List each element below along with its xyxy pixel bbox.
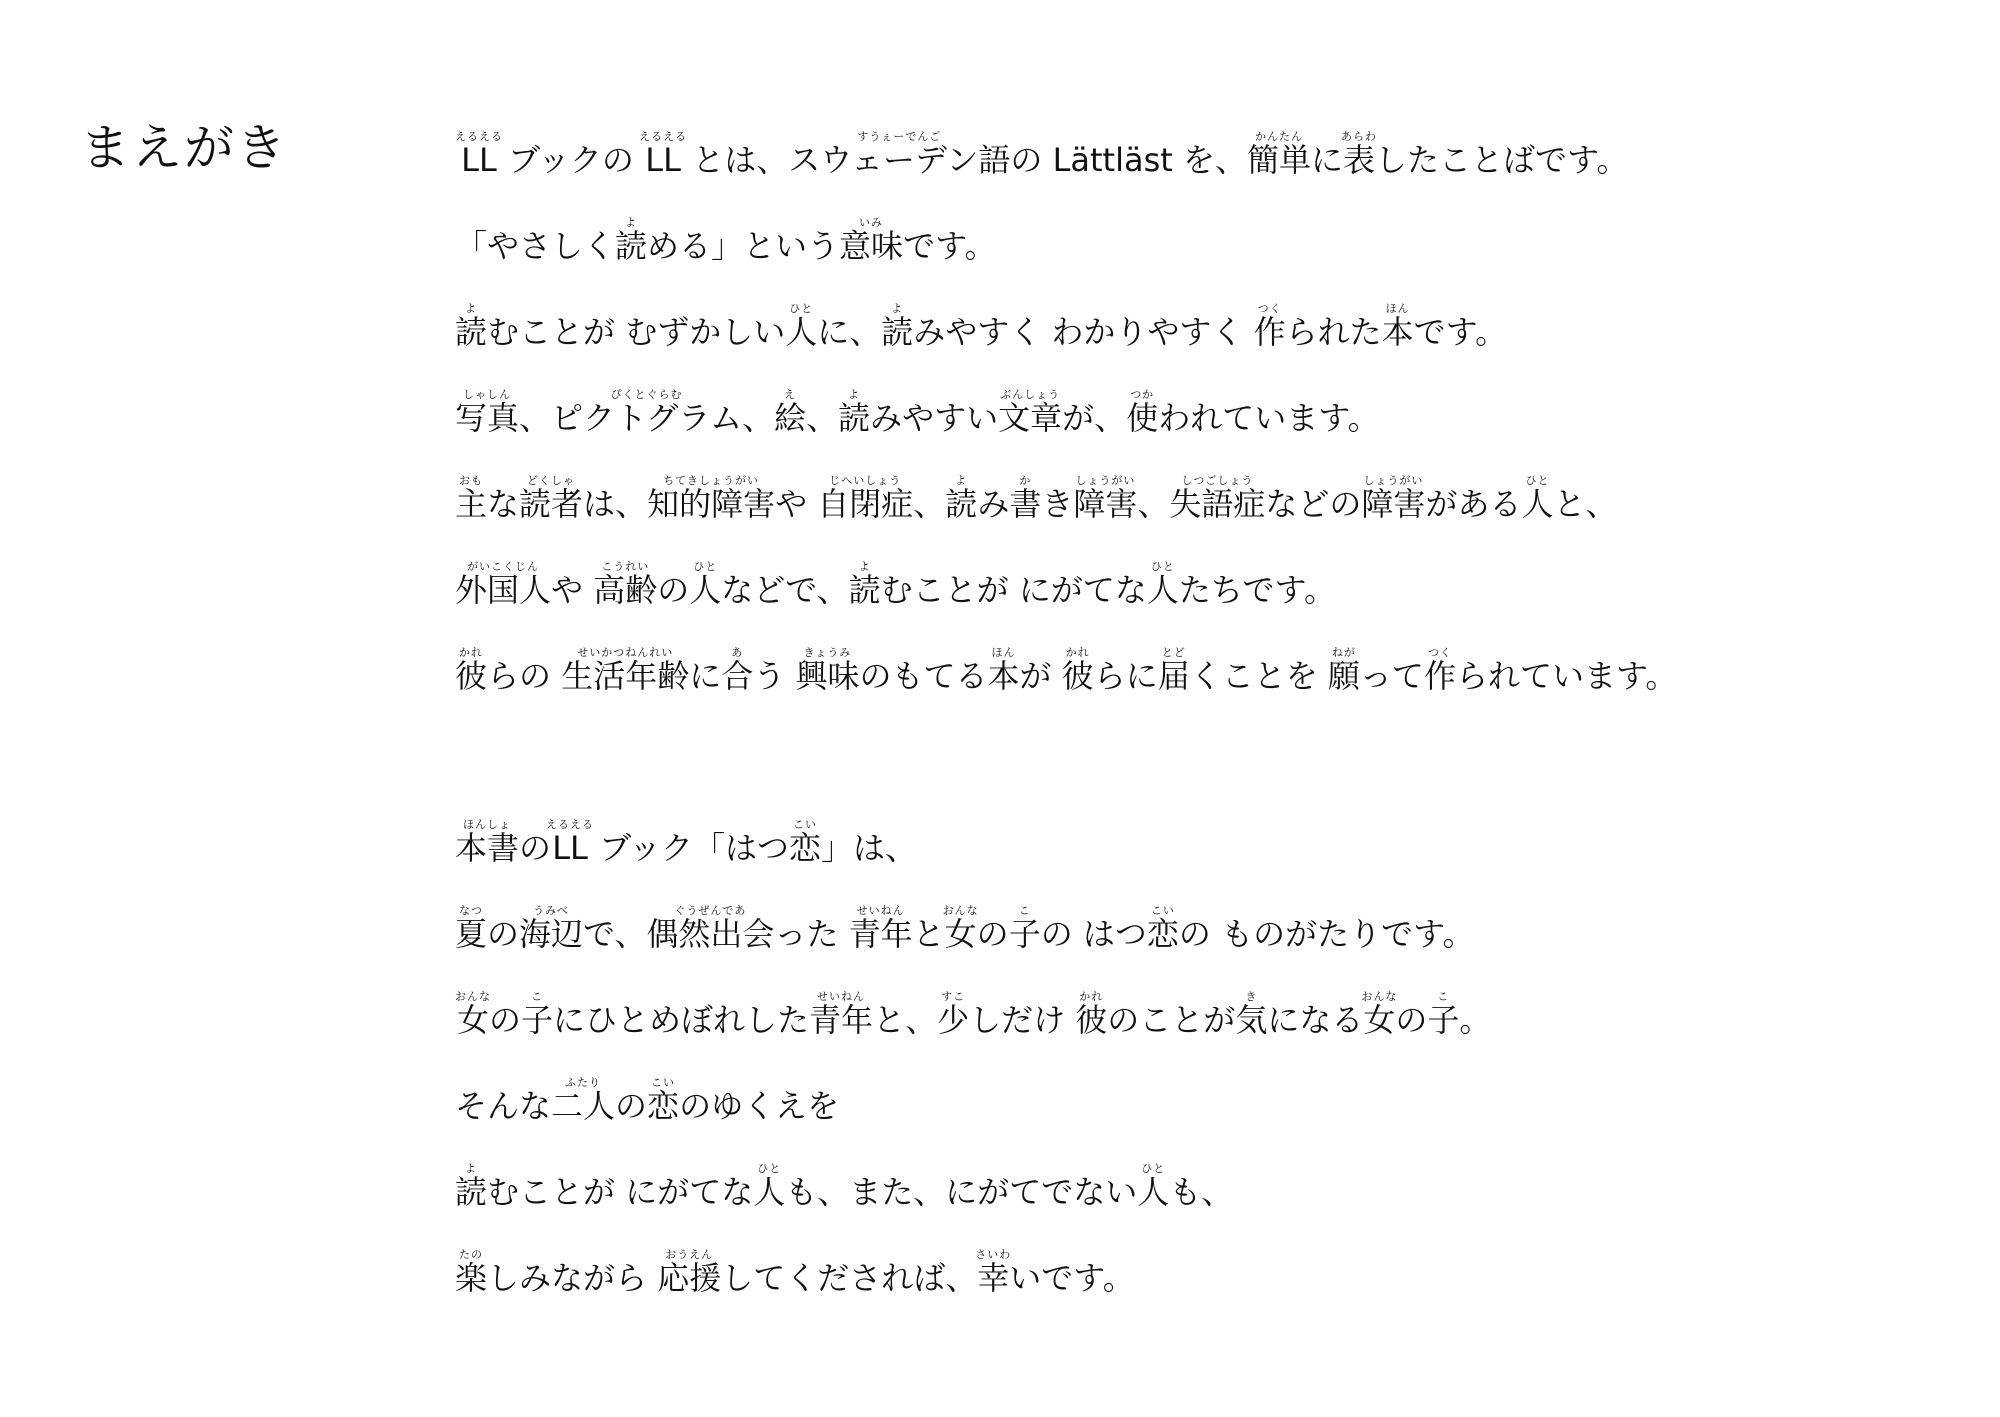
ruby-word: LLえるえる [546,818,595,867]
ruby-word: 読よ [615,216,648,265]
furigana: よ [848,560,881,573]
furigana: か [1009,474,1042,487]
text-run: しみながら [487,1259,658,1297]
text-run: 。 [1459,1001,1492,1039]
text-run: のゆくえを [679,1087,840,1125]
text-run: とは、 [682,141,789,179]
furigana: ぐうぜんであ [646,904,775,917]
text-run: の [657,571,690,609]
furigana: よ [455,302,487,315]
furigana: ねが [1327,646,1360,659]
ruby-word: 青年せいねん [848,904,913,953]
furigana: こい [788,818,821,831]
furigana: どくしゃ [519,474,584,487]
ruby-word: 書か [1009,474,1042,523]
furigana: しょうがい [1073,474,1138,487]
text-run: の [519,829,552,867]
furigana: おうえん [657,1248,722,1261]
ruby-word: 高齢こうれい [593,560,658,609]
furigana: なつ [455,904,487,917]
ruby-word: 恋こい [647,1076,680,1125]
paragraph-1-line-4 [455,388,1380,448]
furigana: えるえる [639,130,688,143]
text-run: み [977,485,1010,523]
text-run: 、 [519,399,552,437]
ruby-word: 楽たの [455,1248,488,1297]
ruby-word: 彼かれ [1075,990,1108,1039]
text-run: 、 [806,399,839,437]
paragraph-2-line-3 [455,990,1491,1050]
ruby-word: 子こ [1008,904,1041,953]
ruby-word: 読よ [838,388,871,437]
furigana: かれ [455,646,487,659]
text-run: の はつ [1040,915,1147,953]
ruby-word: 女おんな [455,990,491,1039]
furigana: こ [1008,904,1041,917]
ruby-word: 人ひと [1137,1162,1170,1211]
furigana: あ [721,646,754,659]
paragraph-2-line-6 [455,1248,1135,1308]
text-run: 、 [742,399,775,437]
text-run: も、また、にがてでない [785,1173,1138,1211]
ruby-word: 夏なつ [455,904,488,953]
furigana: つく [1253,302,1286,315]
ruby-word: 女おんな [942,904,979,953]
text-run: う [753,657,796,695]
ruby-word: ピクトグラムぴくとぐらむ [551,388,743,437]
text-run: き [1041,485,1074,523]
paragraph-2-line-4 [455,1076,839,1136]
paragraph-2-line-1 [455,818,917,878]
text-run: いです。 [1009,1259,1135,1297]
furigana: こうれい [593,560,658,573]
text-run: してくだされば、 [721,1259,978,1297]
text-run: や [775,485,818,523]
text-run: と、 [1553,485,1618,523]
furigana: おんな [1361,990,1398,1003]
ruby-word: 失語症しつごしょう [1169,474,1266,523]
ruby-word: 生活年齢せいかつねんれい [561,646,690,695]
furigana: ひと [785,302,818,315]
text-run: が [1019,657,1062,695]
furigana: がいこくじん [455,560,551,573]
ruby-word: 彼かれ [455,646,488,695]
furigana: かんたん [1247,130,1311,143]
text-run: に [689,657,722,695]
text-run: などの [1265,485,1362,523]
furigana: かれ [1075,990,1108,1003]
furigana: ちてきしょうがい [647,474,776,487]
text-run: らに [1093,657,1158,695]
furigana: ぴくとぐらむ [551,388,743,401]
text-run: 、 [913,485,946,523]
furigana: おんな [455,990,491,1003]
paragraph-1-line-6 [455,560,1336,620]
furigana: さいわ [975,1248,1012,1261]
ruby-word: 人ひと [689,560,722,609]
ruby-word: 主おも [455,474,488,523]
text-run: そんな [455,1087,552,1125]
furigana: すうぇーでんご [788,130,1011,143]
ruby-word: 恋こい [788,818,821,867]
ruby-word: 興味きょうみ [795,646,860,695]
furigana: おも [455,474,487,487]
furigana: ぶんしょう [998,388,1063,401]
text-run: むことが にがてな [487,1173,754,1211]
text-run: られています。 [1455,657,1678,695]
ruby-word: 絵え [774,388,807,437]
text-run: の [487,915,520,953]
ruby-word: 子こ [1427,990,1460,1039]
ruby-word: 人ひと [1521,474,1554,523]
ruby-word: 気き [1235,990,1268,1039]
text-run: ブックの [498,141,645,179]
ruby-word: 読者どくしゃ [519,474,584,523]
furigana: おんな [942,904,979,917]
ruby-word: 意味いみ [839,216,904,265]
ruby-word: 合あ [721,646,754,695]
furigana: つか [1126,388,1159,401]
furigana: ほんしょ [455,818,519,831]
ruby-word: 自閉症じへいしょう [817,474,914,523]
ruby-word: 作つく [1423,646,1456,695]
text-run: が、 [1062,399,1127,437]
ruby-word: 偶然出会ぐうぜんであ [646,904,775,953]
ruby-word: 簡単かんたん [1247,130,1312,179]
furigana: えるえる [455,130,503,143]
text-run: める」という [647,227,840,265]
text-run: の [976,915,1009,953]
ruby-word: 届とど [1157,646,1190,695]
ruby-word: 本ほん [1381,302,1414,351]
paragraph-1-line-1 [455,130,1629,190]
furigana: よ [838,388,871,401]
text-run: のもてる [859,657,988,695]
furigana: えるえる [546,818,595,831]
ruby-word: 文章ぶんしょう [998,388,1063,437]
text-run: に [1311,141,1344,179]
furigana: とど [1157,646,1190,659]
paragraph-1-line-3 [455,302,1507,362]
text-run: は、 [583,485,648,523]
text-run: られた [1285,313,1382,351]
ruby-word: 知的障害ちてきしょうがい [647,474,776,523]
furigana: こい [647,1076,680,1089]
text-run: に、 [817,313,882,351]
furigana: しょうがい [1361,474,1426,487]
ruby-word: 外国人がいこくじん [455,560,552,609]
ruby-word: LLえるえる [455,130,503,179]
text-run: の ものがたりです。 [1178,915,1475,953]
furigana: あらわ [1341,130,1378,143]
text-run: な [487,485,520,523]
text-run: です。 [903,227,997,265]
furigana: かれ [1061,646,1094,659]
furigana: せいねん [809,990,874,1003]
ruby-word: スウェーデン語すうぇーでんご [788,130,1011,179]
ruby-word: 青年せいねん [809,990,874,1039]
ruby-word: 使つか [1126,388,1159,437]
paragraph-1-line-2 [455,216,997,276]
ruby-word: 応援おうえん [657,1248,722,1297]
ruby-word: 女おんな [1361,990,1398,1039]
text-run: った [774,915,849,953]
furigana: ひと [1137,1162,1170,1175]
text-run: の [615,1087,648,1125]
ruby-word: 本書ほんしょ [455,818,520,867]
ruby-word: 表あらわ [1341,130,1378,179]
text-run: と [912,915,945,953]
furigana: ふたり [551,1076,616,1089]
ruby-word: 子こ [521,990,554,1039]
furigana: しゃしん [455,388,519,401]
text-run: ブック「はつ [589,829,789,867]
page-heading: まえがき [80,119,288,177]
paragraph-1-line-7 [455,646,1677,706]
furigana: いみ [839,216,904,229]
furigana: き [1235,990,1268,1003]
furigana: ひと [1146,560,1179,573]
text-run: むことが にがてな [880,571,1147,609]
furigana: ひと [689,560,722,573]
furigana: こ [1427,990,1460,1003]
ruby-word: 願ねが [1327,646,1360,695]
furigana: たの [455,1248,487,1261]
furigana: ほん [1381,302,1414,315]
furigana: つく [1423,646,1456,659]
ruby-word: 読よ [455,302,488,351]
ruby-word: 本ほん [987,646,1020,695]
furigana: ひと [753,1162,786,1175]
ruby-word: 幸さいわ [975,1248,1012,1297]
text-run: になる [1267,1001,1364,1039]
furigana: よ [881,302,914,315]
text-run: のことが [1107,1001,1236,1039]
furigana: よ [615,216,648,229]
furigana: しつごしょう [1169,474,1266,487]
ruby-word: LLえるえる [639,130,688,179]
paragraph-2-line-2 [455,904,1475,964]
text-run: らの [487,657,562,695]
furigana: ほん [987,646,1020,659]
ruby-word: 海辺うみべ [519,904,584,953]
ruby-word: 少すこ [937,990,970,1039]
text-run: にひとめぼれした [553,1001,810,1039]
paragraph-1-line-5 [455,474,1617,534]
text-run: の [489,1001,522,1039]
ruby-word: 人ひと [785,302,818,351]
text-run: たちです。 [1178,571,1336,609]
text-run: や [551,571,594,609]
furigana: え [774,388,807,401]
furigana: こ [521,990,554,1003]
text-run: 、 [1137,485,1170,523]
ruby-word: 作つく [1253,302,1286,351]
text-run: の Lättläst を、 [1010,141,1247,179]
ruby-word: 読よ [881,302,914,351]
text-run: などで、 [721,571,849,609]
furigana: せいねん [848,904,913,917]
ruby-word: 写真しゃしん [455,388,520,437]
furigana: うみべ [519,904,584,917]
ruby-word: 読よ [455,1162,488,1211]
ruby-word: 彼かれ [1061,646,1094,695]
text-run: 「やさしく [455,227,616,265]
ruby-word: 人ひと [753,1162,786,1211]
text-run: われています。 [1158,399,1380,437]
furigana: ひと [1521,474,1554,487]
text-run: みやすい [870,399,999,437]
furigana: こい [1146,904,1179,917]
furigana: せいかつねんれい [561,646,690,659]
furigana: すこ [937,990,970,1003]
text-run: の [1395,1001,1428,1039]
text-run: くことを [1189,657,1328,695]
ruby-word: 障害しょうがい [1361,474,1426,523]
ruby-word: 読よ [848,560,881,609]
ruby-word: 読よ [945,474,978,523]
text-run: むことが むずかしい [487,313,786,351]
text-run: も、 [1169,1173,1234,1211]
furigana: じへいしょう [817,474,914,487]
text-run: と、 [873,1001,938,1039]
furigana: よ [945,474,978,487]
text-run: で、 [583,915,647,953]
paragraph-2-line-5 [455,1162,1233,1222]
text-run: がある [1425,485,1522,523]
ruby-word: 恋こい [1146,904,1179,953]
furigana: よ [455,1162,487,1175]
text-run: 」は、 [820,829,917,867]
ruby-word: 人ひと [1146,560,1179,609]
text-run: です。 [1413,313,1508,351]
ruby-word: 障害しょうがい [1073,474,1138,523]
text-run: したことばです。 [1375,141,1629,179]
text-run: って [1359,657,1424,695]
text-run: しだけ [969,1001,1076,1039]
text-run: みやすく わかりやすく [913,313,1254,351]
ruby-word: 二人ふたり [551,1076,616,1125]
furigana: きょうみ [795,646,860,659]
